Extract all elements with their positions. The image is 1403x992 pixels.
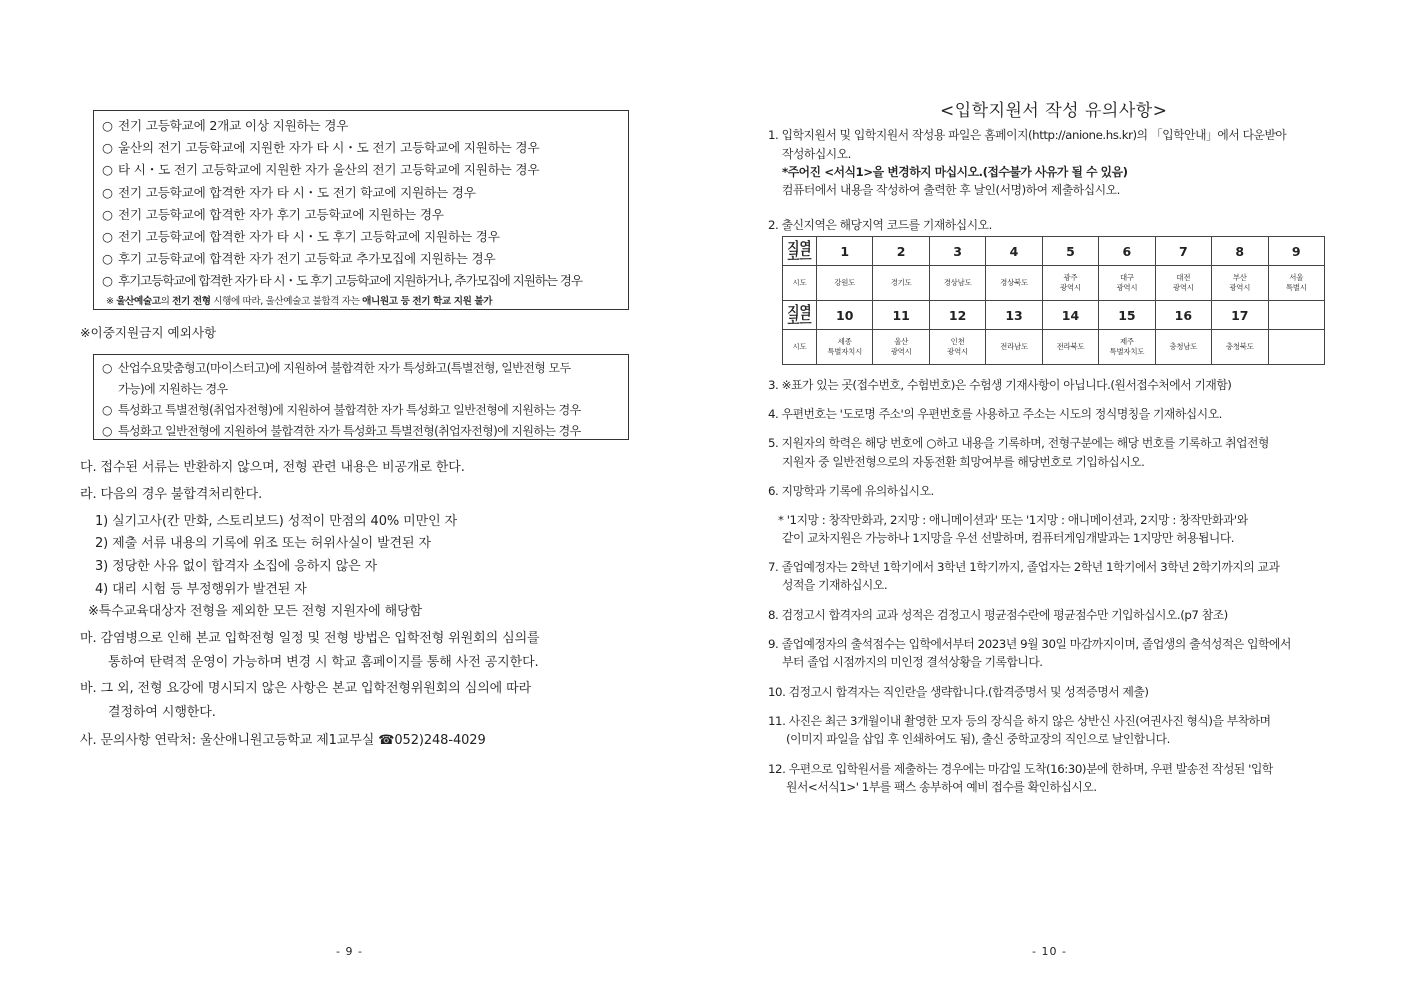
circle-bullet-icon: ○: [102, 361, 112, 375]
table-header-cell: 시도: [783, 330, 817, 365]
paragraph-ma: 마. 감염병으로 인해 본교 입학전형 일정 및 전형 방법은 입학전형 위원회의 심의를: [80, 631, 540, 646]
ra-item: 4) 대리 시험 등 부정행위가 발견된 자: [95, 582, 307, 597]
instruction-2: 2. 출신지역은 해당지역 코드를 기재하십시오.: [768, 218, 992, 232]
table-cell: 13: [986, 301, 1042, 330]
table-cell: 16: [1155, 301, 1211, 330]
contact-info: 사. 문의사항 연락처: 울산애니원고등학교 제1교무실 ☎052)248-4029: [80, 733, 486, 748]
table-cell: 17: [1212, 301, 1268, 330]
instruction-11-cont: (이미지 파일을 삽입 후 인쇄하여도 됨), 출신 중학교장의 직인으로 날인합니다.: [786, 732, 1170, 746]
table-cell: [1268, 301, 1325, 330]
region-code-table: [782, 236, 1325, 365]
table-cell: 8: [1212, 237, 1268, 266]
table-cell: 15: [1099, 301, 1155, 330]
ra-item: 1) 실기고사(칸 만화, 스토리보드) 성적이 만점의 40% 미만인 자: [95, 514, 458, 529]
list-item: ○ 전기 고등학교에 2개교 이상 지원하는 경우: [102, 115, 620, 137]
ra-item: 2) 제출 서류 내용의 기록에 위조 또는 허위사실이 발견된 자: [95, 536, 431, 551]
table-cell: 제주 특별자치도: [1099, 330, 1155, 365]
table-cell: 서울 특별시: [1268, 266, 1325, 301]
table-cell: 울산 광역시: [873, 330, 929, 365]
table-cell: 부산 광역시: [1212, 266, 1268, 301]
instruction-12: 12. 우편으로 입학원서를 제출하는 경우에는 마감일 도착(16:30)분에 한하며, 우편 발송전 작성된 '입학: [768, 762, 1273, 776]
ra-item: 3) 정당한 사유 없이 합격자 소집에 응하지 않은 자: [95, 559, 378, 574]
instruction-7: 7. 졸업예정자는 2학년 1학기에서 3학년 1학기까지, 졸업자는 2학년 1학기에서 3학년 2학기까지의 교과: [768, 560, 1280, 574]
table-cell: 4: [986, 237, 1042, 266]
paragraph-ba-cont: 결정하여 시행한다.: [108, 705, 216, 720]
list-item: ○ 전기 고등학교에 합격한 자가 타 시・도 후기 고등학교에 지원하는 경우: [102, 226, 620, 248]
instruction-1: 1. 입학지원서 및 입학지원서 작성용 파일은 홈페이지(http://anione.hs.kr)의 「입학안내」에서 다운받아: [768, 128, 1287, 142]
page-title: <입학지원서 작성 유의사항>: [940, 101, 1168, 121]
table-row: [783, 330, 1325, 365]
table-cell: 2: [873, 237, 929, 266]
list-item-continued: 가능)에 지원하는 경우: [118, 382, 228, 396]
table-cell: 1: [817, 237, 873, 266]
table-row: [783, 237, 1325, 266]
table-cell: 대구 광역시: [1099, 266, 1155, 301]
instruction-9: 9. 졸업예정자의 출석점수는 입학에서부터 2023년 9월 30일 마감까지이며, 졸업생의 출석성적은 입학에서: [768, 637, 1291, 651]
table-cell: 강원도: [817, 266, 873, 301]
paragraph-ba: 바. 그 외, 전형 요강에 명시되지 않은 사항은 본교 입학전형위원회의 심의에 따라: [80, 681, 532, 696]
instruction-11: 11. 사진은 최근 3개월이내 촬영한 모자 등의 장식을 하지 않은 상반신 사진(여권사진 형식)을 부착하며: [768, 714, 1271, 728]
exception-heading: ※이중지원금지 예외사항: [80, 325, 217, 340]
table-cell: 14: [1042, 301, 1098, 330]
table-cell: 세종 특별자치시: [817, 330, 873, 365]
list-item: ○ 전기 고등학교에 합격한 자가 후기 고등학교에 지원하는 경우: [102, 204, 620, 226]
table-cell: 10: [817, 301, 873, 330]
circle-bullet-icon: ○: [102, 403, 112, 417]
list-item: ○ 특성화고 특별전형(취업자전형)에 지원하여 불합격한 자가 특성화고 일반전형에 지원하는 경우: [102, 400, 620, 421]
table-cell: 5: [1042, 237, 1098, 266]
table-cell: 11: [873, 301, 929, 330]
paragraph-ra: 라. 다음의 경우 불합격처리한다.: [80, 487, 263, 502]
circle-bullet-icon: ○: [102, 228, 113, 244]
circle-bullet-icon: ○: [102, 251, 113, 267]
page-number: - 10 -: [1032, 945, 1067, 958]
table-cell: 경상북도: [986, 266, 1042, 301]
instruction-10: 10. 검정고시 합격자는 직인란을 생략합니다.(합격증명서 및 성적증명서 제출): [768, 685, 1149, 699]
instruction-1-cont: 컴퓨터에서 내용을 작성하여 출력한 후 날인(서명)하여 제출하십시오.: [782, 183, 1120, 197]
table-cell: 경기도: [873, 266, 929, 301]
circle-bullet-icon: ○: [102, 118, 113, 133]
table-cell: [1268, 330, 1325, 365]
circle-bullet-icon: ○: [102, 162, 113, 178]
table-cell: 광주 광역시: [1042, 266, 1098, 301]
instruction-3: 3. ※표가 있는 곳(접수번호, 수험번호)은 수험생 기재사항이 아닙니다.(원서접수처에서 기재함): [768, 378, 1232, 392]
table-cell: 인천 광역시: [929, 330, 985, 365]
circle-bullet-icon: ○: [102, 184, 113, 200]
list-item: ○ 산업수요맞춤형고(마이스터고)에 지원하여 불합격한 자가 특성화고(특별전형, 일반전형 모두: [102, 358, 620, 379]
left-page: [0, 0, 700, 992]
table-cell: 6: [1099, 237, 1155, 266]
list-item: ○ 후기고등학교에 합격한 자가 타 시・도 후기 고등학교에 지원하거나, 추가모집에 지원하는 경우: [102, 270, 620, 292]
paragraph-ma-cont: 통하여 탄력적 운영이 가능하며 변경 시 학교 홈페이지를 통해 사전 공지한다.: [108, 655, 539, 670]
instruction-7-cont: 성적을 기재하십시오.: [782, 578, 888, 592]
table-cell: 충청남도: [1155, 330, 1211, 365]
list-item: ○ 전기 고등학교에 합격한 자가 타 시・도 전기 학교에 지원하는 경우: [102, 182, 620, 204]
list-item: ○ 특성화고 일반전형에 지원하여 불합격한 자가 특성화고 특별전형(취업자전형)에 지원하는 경우: [102, 421, 620, 442]
table-header-cell: 시도: [783, 266, 817, 301]
instruction-6: 6. 지망학과 기록에 유의하십시오.: [768, 484, 934, 498]
instruction-4: 4. 우편번호는 '도로명 주소'의 우편번호를 사용하고 주소는 시도의 정식명칭을 기재하십시오.: [768, 407, 1222, 421]
table-cell: 9: [1268, 237, 1325, 266]
list-item: ○ 후기 고등학교에 합격한 자가 전기 고등학교 추가모집에 지원하는 경우: [102, 248, 620, 270]
instruction-1-cont: 작성하십시오.: [782, 147, 851, 161]
table-cell: 경상남도: [929, 266, 985, 301]
table-row: [783, 301, 1325, 330]
instruction-5-cont: 지원자 중 일반전형으로의 자동전환 희망여부를 해당번호로 기입하십시오.: [782, 455, 1145, 469]
box-note: ※ 울산예술고의 전기 전형 시행에 따라, 울산예술고 불합격 자는 애니원고 등 전기 학교 지원 불가: [106, 295, 493, 307]
circle-bullet-icon: ○: [102, 140, 113, 156]
table-header-cell: 지역 코드: [783, 237, 817, 266]
table-row: [783, 266, 1325, 301]
circle-bullet-icon: ○: [102, 424, 112, 438]
table-cell: 전라북도: [1042, 330, 1098, 365]
right-page: [700, 0, 1403, 992]
page-number: - 9 -: [336, 945, 363, 958]
table-cell: 전라남도: [986, 330, 1042, 365]
instruction-6-note: * '1지망 : 창작만화과, 2지망 : 애니메이션과' 또는 '1지망 : 애니메이션과, 2지망 : 창작만화과'와: [778, 513, 1248, 527]
table-cell: 충청북도: [1212, 330, 1268, 365]
circle-bullet-icon: ○: [102, 206, 113, 222]
double-application-box: [93, 110, 629, 310]
instruction-5: 5. 지원자의 학력은 해당 번호에 ○하고 내용을 기록하며, 전형구분에는 해당 번호를 기록하고 취업전형: [768, 436, 1269, 450]
table-cell: 3: [929, 237, 985, 266]
circle-bullet-icon: ○: [102, 273, 112, 289]
table-cell: 7: [1155, 237, 1211, 266]
table-cell: 대전 광역시: [1155, 266, 1211, 301]
instruction-6-note-cont: 같이 교차지원은 가능하나 1지망을 우선 선발하며, 컴퓨터게임개발과는 1지망만 허용됩니다.: [782, 531, 1235, 545]
exception-box: [93, 354, 629, 440]
instruction-1-warning: *주어진 <서식1>을 변경하지 마십시오.(접수불가 사유가 될 수 있음): [782, 165, 1128, 179]
instruction-12-cont: 원서<서식1>' 1부를 팩스 송부하여 예비 접수를 확인하십시오.: [786, 780, 1097, 794]
instruction-8: 8. 검정고시 합격자의 교과 성적은 검정고시 평균점수란에 평균점수만 기입하십시오.(p7 참조): [768, 608, 1228, 622]
instruction-9-cont: 부터 졸업 시점까지의 미인정 결석상황을 기록합니다.: [782, 655, 1043, 669]
list-item: ○ 타 시・도 전기 고등학교에 지원한 자가 울산의 전기 고등학교에 지원하는 경우: [102, 159, 620, 181]
table-cell: 12: [929, 301, 985, 330]
table-header-cell: 지역 코드: [783, 301, 817, 330]
paragraph-da: 다. 접수된 서류는 반환하지 않으며, 전형 관련 내용은 비공개로 한다.: [80, 460, 465, 475]
list-item: ○ 울산의 전기 고등학교에 지원한 자가 타 시・도 전기 고등학교에 지원하는 경우: [102, 137, 620, 159]
ra-note: ※특수교육대상자 전형을 제외한 모든 전형 지원자에 해당함: [88, 604, 422, 619]
